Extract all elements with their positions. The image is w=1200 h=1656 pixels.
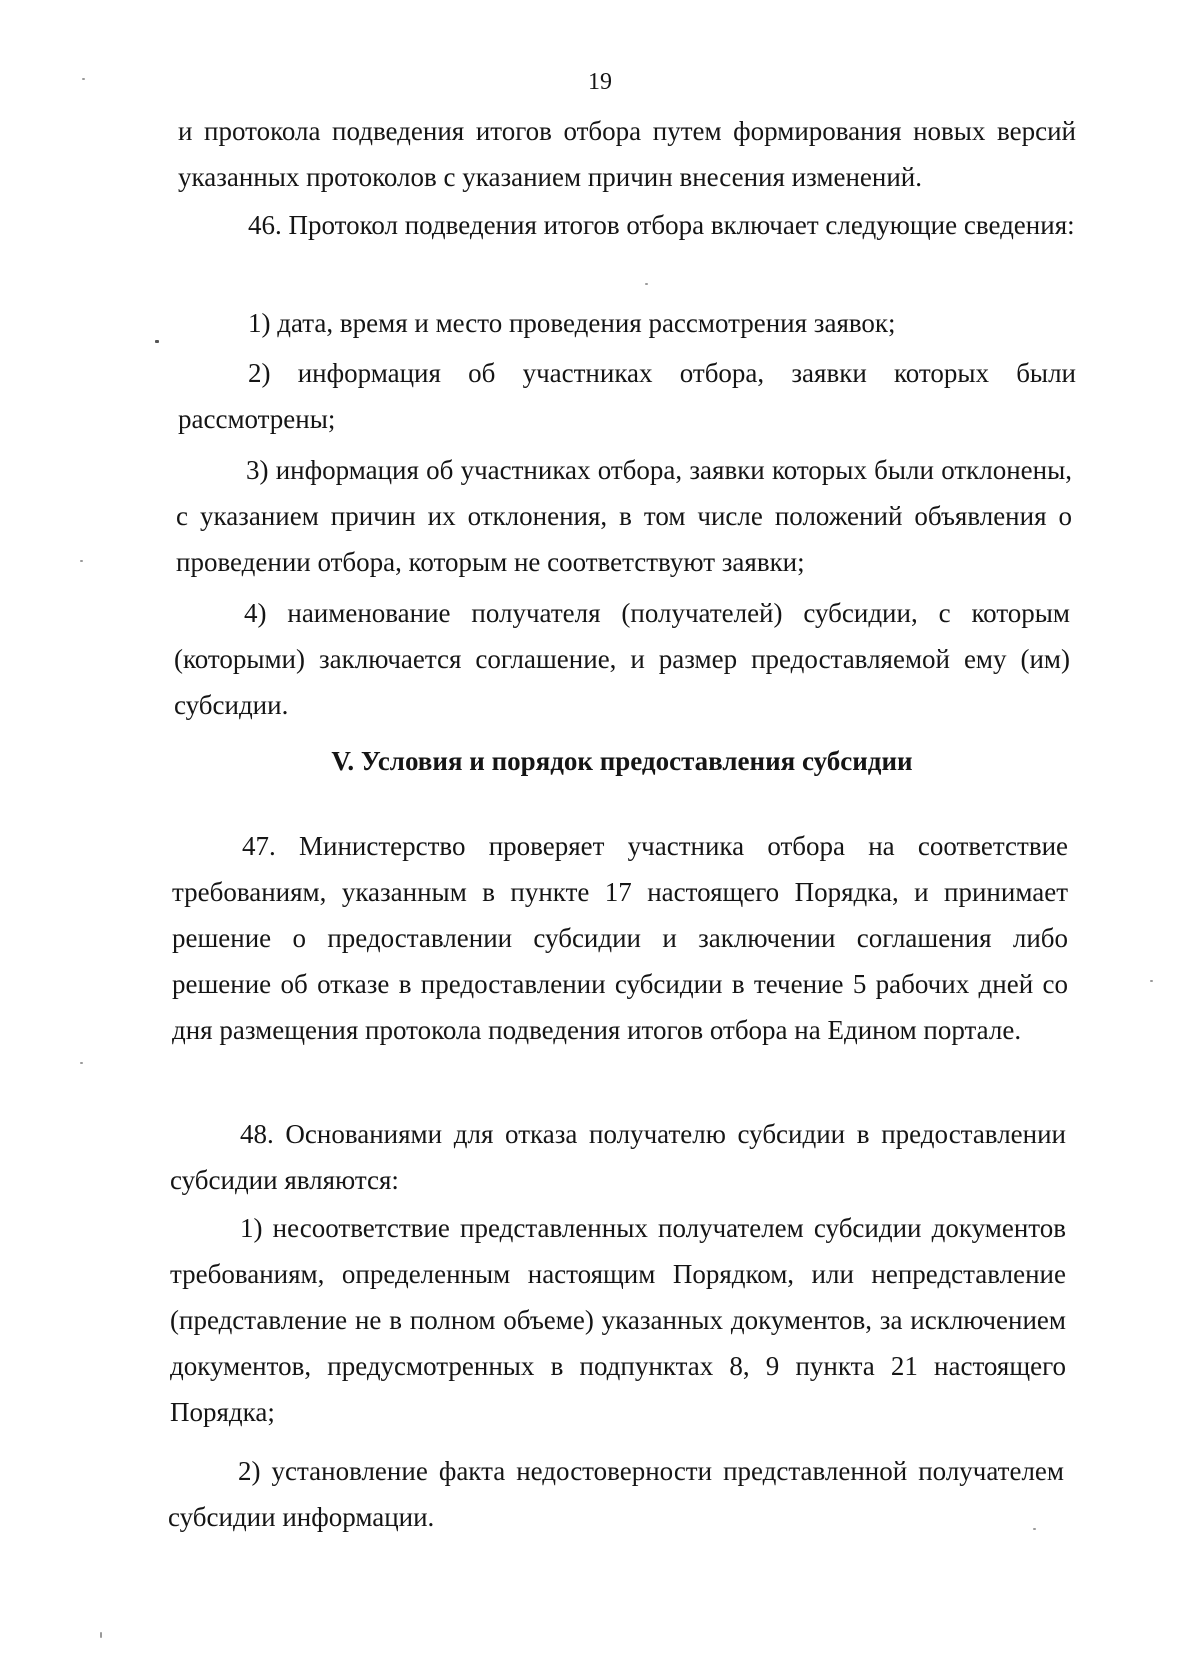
scan-speck — [645, 283, 648, 285]
scan-speck — [80, 1062, 83, 1064]
list-item-46-3: 3) информация об участниках отбора, заявки которых были отклонены, с указанием причин их отклонения, в том числе положений объявления о проведении отбора, которым не соответствуют заявки; — [176, 455, 1072, 577]
list-item-46-1: 1) дата, время и место проведения рассмотрения заявок; — [248, 308, 896, 338]
scan-speck — [1150, 980, 1153, 982]
list-item-46-2: 2) информация об участниках отбора, заявки которых были рассмотрены; — [178, 358, 1076, 434]
list-item-46-4: 4) наименование получателя (получателей) субсидии, с которым (которыми) заключается соглашение, и размер предоставляемой ему (им) субсидии. — [174, 598, 1070, 720]
scan-speck — [80, 560, 83, 562]
scan-speck — [155, 340, 159, 343]
paragraph-48: 48. Основаниями для отказа получателю субсидии в предоставлении субсидии являются: — [170, 1119, 1066, 1195]
scan-speck — [82, 78, 85, 80]
page-number: 19 — [588, 69, 612, 95]
list-item-48-2: 2) установление факта недостоверности представленной получателем субсидии информации. — [168, 1456, 1064, 1532]
section-heading-v: V. Условия и порядок предоставления субсидии — [331, 746, 913, 776]
paragraph-protocol-versions: и протокола подведения итогов отбора путем формирования новых версий указанных протоколов с указанием причин внесения изменений. — [178, 116, 1076, 192]
scan-speck — [100, 1632, 102, 1638]
scan-speck — [1033, 1528, 1036, 1530]
paragraph-46: 46. Протокол подведения итогов отбора включает следующие сведения: — [248, 210, 1075, 240]
paragraph-47: 47. Министерство проверяет участника отбора на соответствие требованиям, указанным в пункте 17 настоящего Порядка, и принимает решение о предоставлении субсидии и заключении соглашения либо решение об отказе в предоставлении субсидии в течение 5 рабочих дней со дня размещения протокола подведения итогов отбора на Едином портале. — [172, 831, 1068, 1045]
list-item-48-1: 1) несоответствие представленных получателем субсидии документов требованиям, определенным настоящим Порядком, или непредставление (представление не в полном объеме) указанных документов, за исключением документов, предусмотренных в подпунктах 8, 9 пункта 21 настоящего Порядка; — [170, 1213, 1066, 1427]
